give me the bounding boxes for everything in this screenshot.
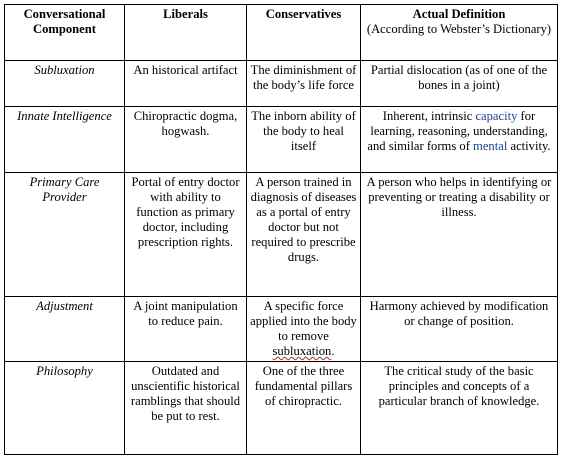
header-component: Conversational Component bbox=[5, 5, 125, 61]
table-row bbox=[5, 362, 558, 455]
definition-cell: The critical study of the basic principles and concepts of a particular branch of knowledge. bbox=[361, 362, 558, 455]
header-actual-definition-note: (According to Webster’s Dictionary) bbox=[366, 22, 552, 36]
liberals-cell: Portal of entry doctor with ability to function as primary doctor, including prescription rights. bbox=[125, 173, 247, 297]
header-conservatives: Conservatives bbox=[247, 5, 361, 61]
conservatives-cell: One of the three fundamental pillars of chiropractic. bbox=[247, 362, 361, 455]
header-actual-definition bbox=[361, 5, 558, 61]
term-cell: Philosophy bbox=[5, 362, 125, 455]
header-row bbox=[5, 5, 558, 61]
definition-highlight: mental bbox=[473, 139, 508, 153]
definition-cell bbox=[361, 107, 558, 173]
conservatives-cell: The inborn ability of the body to heal itself bbox=[247, 107, 361, 173]
term-cell: Subluxation bbox=[5, 61, 125, 107]
spellcheck-word: subluxation bbox=[272, 344, 332, 358]
conservatives-cell: The diminishment of the body’s life force bbox=[247, 61, 361, 107]
liberals-cell: Chiropractic dogma, hogwash. bbox=[125, 107, 247, 173]
table-row bbox=[5, 297, 558, 362]
term-cell: Innate Intelligence bbox=[5, 107, 125, 173]
header-actual-definition-title: Actual Definition bbox=[412, 7, 506, 21]
conservatives-text: A specific force applied into the body to remove bbox=[250, 299, 357, 343]
liberals-cell: Outdated and unscientific historical ramblings that should be put to rest. bbox=[125, 362, 247, 455]
definition-cell: Harmony achieved by modification or change of position. bbox=[361, 297, 558, 362]
header-liberals: Liberals bbox=[125, 5, 247, 61]
definition-text: activity. bbox=[507, 139, 551, 153]
definition-text: for learning, reasoning, understanding, and similar forms of bbox=[367, 109, 548, 153]
definition-cell: Partial dislocation (as of one of the bones in a joint) bbox=[361, 61, 558, 107]
term-cell: Primary Care Provider bbox=[5, 173, 125, 297]
liberals-cell: An historical artifact bbox=[125, 61, 247, 107]
table-row bbox=[5, 61, 558, 107]
definition-cell: A person who helps in identifying or preventing or treating a disability or illness. bbox=[361, 173, 558, 297]
term-cell: Adjustment bbox=[5, 297, 125, 362]
conservatives-cell bbox=[247, 297, 361, 362]
definition-highlight: capacity bbox=[475, 109, 518, 123]
definition-text: Inherent, intrinsic bbox=[382, 109, 476, 123]
definitions-table bbox=[4, 4, 558, 455]
conservatives-text: . bbox=[331, 344, 335, 358]
table-row bbox=[5, 107, 558, 173]
table-row bbox=[5, 173, 558, 297]
conservatives-cell: A person trained in diagnosis of diseases as a portal of entry doctor but not required to prescribe drugs. bbox=[247, 173, 361, 297]
liberals-cell: A joint manipulation to reduce pain. bbox=[125, 297, 247, 362]
